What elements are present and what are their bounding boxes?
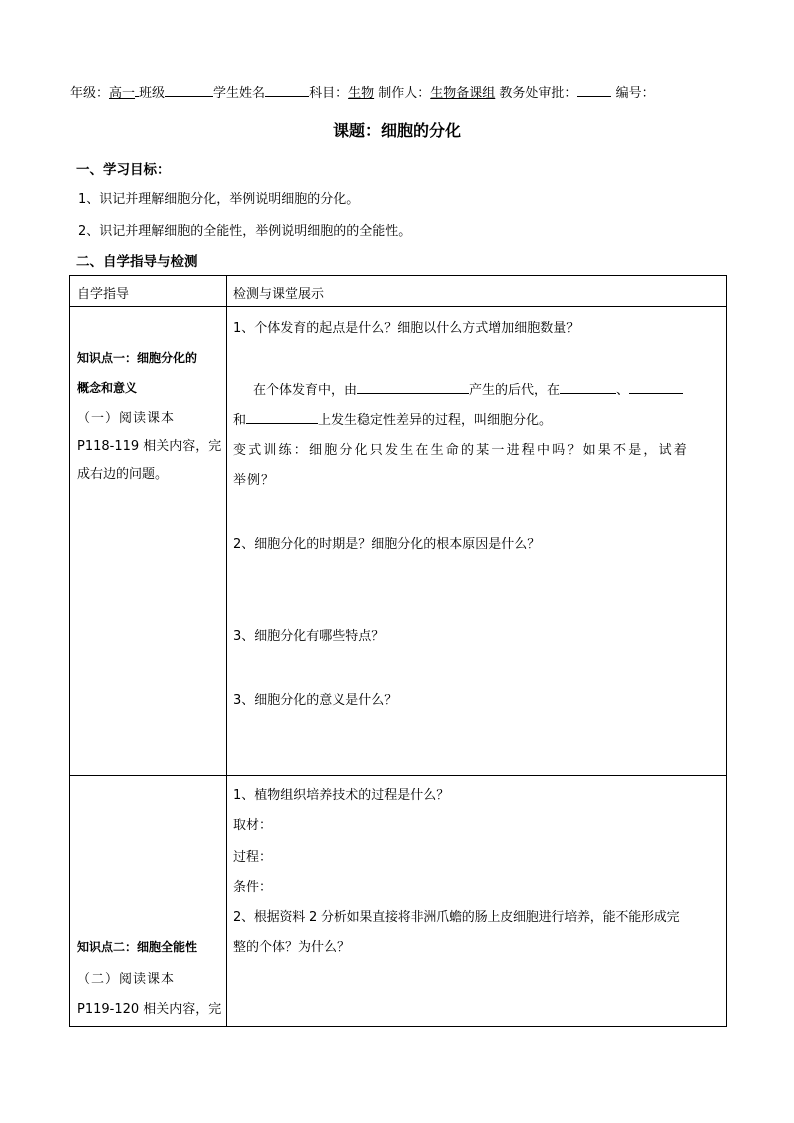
approval-label: 教务处审批： bbox=[499, 86, 578, 101]
kp2-process-label: 过程： bbox=[233, 850, 273, 865]
col-header-guide: 自学指导 bbox=[77, 287, 130, 302]
kp1-variant-line1: 变式训练：细胞分化只发生在生命的某一进程中吗？如果不是，试着 bbox=[233, 443, 690, 458]
kp1-guide-line1: （一）阅读课本 bbox=[77, 411, 176, 426]
kp1-guide-line3: 成右边的问题。 bbox=[77, 467, 169, 482]
student-name-label: 学生姓名 bbox=[213, 86, 266, 101]
kp2-title: 知识点二：细胞全能性 bbox=[77, 940, 198, 954]
section-learning-goals-heading: 一、学习目标： bbox=[76, 162, 171, 178]
self-study-table bbox=[69, 275, 727, 1027]
grade-value: 高一 bbox=[109, 86, 136, 101]
subject-value: 生物 bbox=[348, 86, 375, 101]
kp1-question-2: 2、细胞分化的时期是？细胞分化的根本原因是什么？ bbox=[233, 537, 541, 552]
kp1-title-line1: 知识点一：细胞分化的 bbox=[77, 351, 198, 365]
kp1-question-4: 3、细胞分化的意义是什么？ bbox=[233, 693, 398, 708]
kp2-question-2-line1: 2、根据资料 2 分析如果直接将非洲爪蟾的肠上皮细胞进行培养，能不能形成完 bbox=[233, 910, 680, 925]
kp1-variant-line2: 举例？ bbox=[233, 473, 276, 488]
approval-blank[interactable] bbox=[577, 84, 611, 97]
kp2-condition-label: 条件： bbox=[233, 880, 273, 895]
col-header-check: 检测与课堂展示 bbox=[233, 287, 325, 302]
fill-blank-form[interactable] bbox=[560, 381, 616, 394]
kp2-question-1: 1、植物组织培养技术的过程是什么？ bbox=[233, 788, 450, 803]
kp1-question-3: 3、细胞分化有哪些特点？ bbox=[233, 629, 385, 644]
class-label: 班级 bbox=[139, 86, 166, 101]
goal-item-1: 1、识记并理解细胞分化，举例说明细胞的分化。 bbox=[78, 192, 360, 207]
fill-blank-structure[interactable] bbox=[629, 381, 683, 394]
subject-label: 科目： bbox=[309, 86, 349, 101]
goal-item-2: 2、识记并理解细胞的全能性，举例说明细胞的的全能性。 bbox=[78, 224, 412, 239]
section-self-study-heading: 二、自学指导与检测 bbox=[76, 254, 198, 270]
number-label: 编号： bbox=[615, 86, 655, 101]
kp1-fill-line-1: 在个体发育中，由 产生的后代，在 、 bbox=[253, 379, 683, 398]
kp1-title-line2: 概念和意义 bbox=[77, 381, 138, 395]
fill-blank-function[interactable] bbox=[246, 411, 318, 424]
kp2-material-label: 取材： bbox=[233, 818, 273, 833]
grade-label: 年级： bbox=[70, 86, 110, 101]
class-blank[interactable] bbox=[165, 84, 213, 97]
maker-value: 生物备课组 bbox=[430, 86, 496, 101]
table-row-knowledge-2 bbox=[70, 776, 727, 1027]
table-row-knowledge-1 bbox=[70, 307, 727, 776]
kp1-guide-line2: P118-119 相关内容，完 bbox=[77, 439, 222, 454]
kp2-guide-line1: （二）阅读课本 bbox=[77, 972, 176, 987]
table-header-row bbox=[70, 276, 727, 307]
fill-blank-origin[interactable] bbox=[357, 381, 469, 394]
kp1-question-1: 1、个体发育的起点是什么？细胞以什么方式增加细胞数量？ bbox=[233, 321, 580, 336]
kp2-guide-line2: P119-120 相关内容，完 bbox=[77, 1002, 222, 1017]
student-name-blank[interactable] bbox=[265, 84, 309, 97]
page-title: 课题：细胞的分化 bbox=[332, 121, 461, 140]
kp2-question-2-line2: 整的个体？为什么？ bbox=[233, 940, 351, 955]
info-header bbox=[70, 82, 655, 101]
maker-label: 制作人： bbox=[378, 86, 431, 101]
kp1-fill-line-2: 和 上发生稳定性差异的过程，叫细胞分化。 bbox=[233, 413, 553, 428]
